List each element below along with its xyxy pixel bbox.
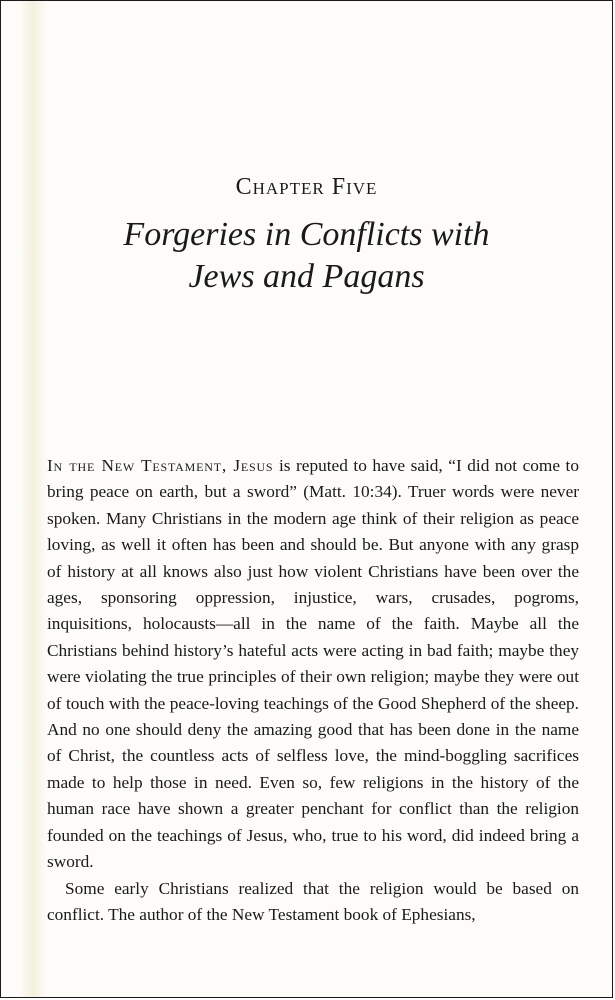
chapter-title-line-1: Forgeries in Conflicts with <box>123 216 490 253</box>
paragraph-1 <box>47 453 579 876</box>
paragraph-2: Some early Christians realized that the religion would be based on conflict. The author of the New Testament book of Ephesians, <box>47 878 579 924</box>
chapter-title <box>1 214 612 298</box>
chapter-title-line-2: Jews and Pagans <box>188 258 425 295</box>
chapter-body <box>47 453 579 928</box>
paragraph-1-text: is reputed to have said, “I did not come to bring peace on earth, but a sword” (Matt. 10:34). Truer words were never spoken. Many Christians in the modern age think of their religion as peace loving, as well it often has been and should be. But anyone with any grasp of history at all knows also just how violent Christians have been over the ages, sponsoring oppression, injustice, wars, crusades, pogroms, inquisitions, holocausts—all in the name of the faith. Maybe all the Christians behind history’s hateful acts were acting in bad faith; maybe they were violating the true principles of their own religion; maybe they were out of touch with the peace-loving teachings of the Good Shepherd of the sheep. And no one should deny the amazing good that has been done in the name of Christ, the countless acts of selfless love, the mind-boggling sacrifices made to help those in need. Even so, few religions in the history of the human race have shown a greater penchant for conflict than the religion founded on the teachings of Jesus, who, true to his word, did indeed bring a sword. <box>47 456 579 872</box>
chapter-label: Chapter Five <box>235 174 378 200</box>
paragraph-lead-in: In the New Testament, Jesus <box>47 456 274 475</box>
page-gutter-shadow <box>19 1 47 997</box>
